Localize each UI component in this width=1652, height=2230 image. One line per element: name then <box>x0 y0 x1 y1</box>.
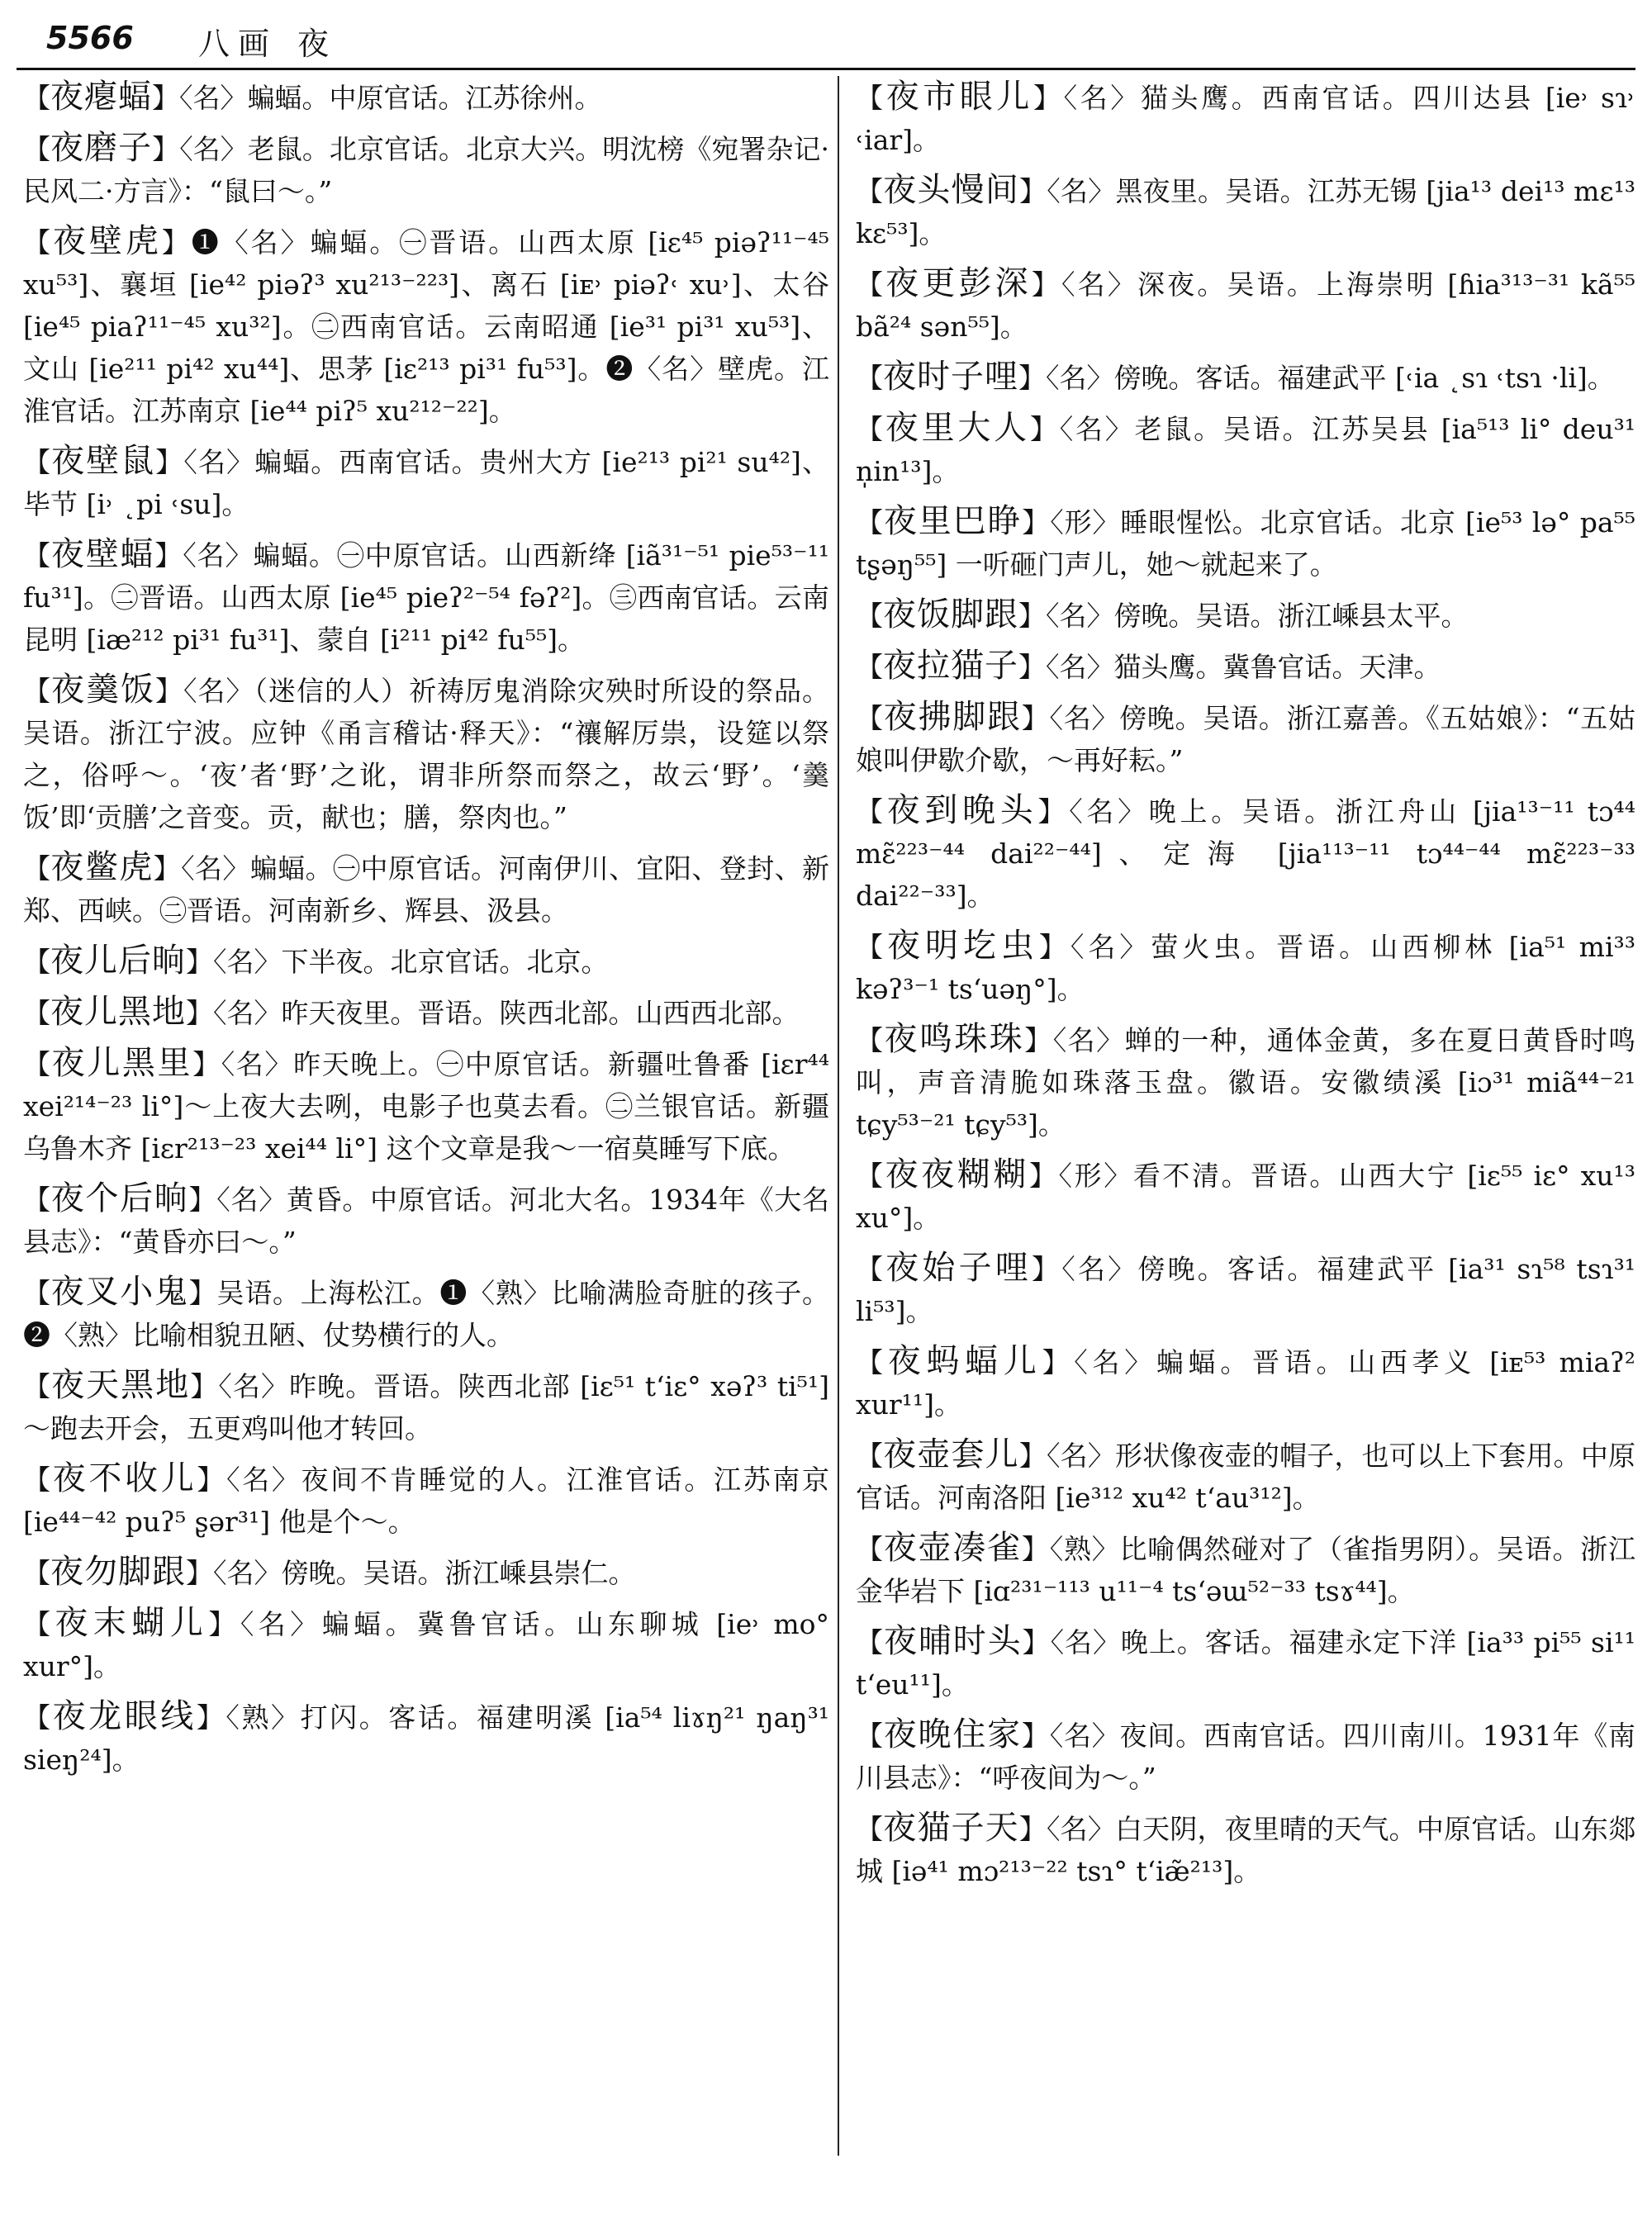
headword: 夜叉小鬼 <box>50 1273 189 1311</box>
entry-definition: 〈名〉傍晚。吴语。浙江嵊县崇仁。 <box>213 1557 636 1589</box>
headword-close-bracket: 】 <box>196 1701 226 1734</box>
dictionary-entry <box>856 1247 1635 1332</box>
dictionary-entry <box>23 221 829 432</box>
headword-open-bracket: 【 <box>856 1346 888 1378</box>
headword-open-bracket: 【 <box>856 1024 885 1056</box>
headword: 夜个后晌 <box>50 1179 189 1217</box>
headword-open-bracket: 【 <box>856 413 885 445</box>
headword-open-bracket: 【 <box>23 1277 51 1309</box>
headword-open-bracket: 【 <box>856 931 887 963</box>
dictionary-entry <box>23 847 829 932</box>
headword-close-bracket: 】 <box>1032 1253 1062 1285</box>
headword: 夜拂脚跟 <box>883 698 1022 736</box>
entry-definition: 〈名〉夜间。西南官话。四川南川。1931年《南川县志》：“呼夜间为～。” <box>856 1720 1635 1794</box>
entry-definition: 〈名〉蝙蝠。㊀中原官话。山西新绛 [iã³¹⁻⁵¹ pie⁵³⁻¹¹ fu³¹]。㊁晋语。山西太原 [ie⁴⁵ pieʔ²⁻⁵⁴ fəʔ²]。㊂西南官话。云南昆明 [iæ²¹² pi³¹ fu³¹]、蒙自 [i²¹¹ pi⁴² fu⁵⁵]。 <box>23 539 829 656</box>
headword-open-bracket: 【 <box>23 446 52 478</box>
headword-close-bracket: 】 <box>1029 413 1060 445</box>
headword: 夜儿黑里 <box>51 1044 193 1082</box>
headword-open-bracket: 【 <box>856 795 887 828</box>
headword: 夜拉猫子 <box>883 647 1018 685</box>
headword: 夜鳖虎 <box>50 848 154 886</box>
headword-open-bracket: 【 <box>856 175 884 207</box>
headword: 夜儿后晌 <box>50 942 186 980</box>
headword-open-bracket: 【 <box>856 268 886 301</box>
page-number: 5566 <box>46 20 134 56</box>
headword: 夜壶套儿 <box>883 1435 1019 1473</box>
entry-definition: 〈名〉昨晚。晋语。陕西北部 [iɛ⁵¹ t‘iɛ° xəʔ³ ti⁵¹]～跑去开会，五更鸡叫他才转回。 <box>23 1370 829 1445</box>
entry-definition: 〈名〉蝙蝠。晋语。山西孝义 [iᴇ⁵³ miaʔ² xur¹¹]。 <box>856 1346 1635 1421</box>
headword-close-bracket: 】 <box>1037 795 1070 828</box>
headword-open-bracket: 【 <box>23 852 51 885</box>
headword-open-bracket: 【 <box>856 1533 884 1565</box>
headword-close-bracket: 】 <box>188 1184 217 1216</box>
headword-close-bracket: 】 <box>197 1464 227 1496</box>
entry-definition: 〈名〉晚上。客话。福建永定下洋 [ia³³ pi⁵⁵ si¹¹ t‘eu¹¹]。 <box>856 1626 1635 1701</box>
dictionary-entry <box>23 440 829 525</box>
headword-open-bracket: 【 <box>23 82 50 114</box>
headword-close-bracket: 】 <box>1031 268 1062 301</box>
headword-open-bracket: 【 <box>23 946 50 978</box>
dictionary-entry <box>23 127 829 212</box>
dictionary-entry <box>856 263 1635 348</box>
headword-close-bracket: 】 <box>186 1557 213 1589</box>
headword-close-bracket: 】 <box>1019 175 1047 207</box>
headword-close-bracket: 】 <box>1028 1160 1059 1192</box>
dictionary-entry <box>23 940 829 983</box>
dictionary-entry <box>23 1458 829 1543</box>
entry-definition: 〈熟〉比喻偶然碰对了（雀指男阴）。吴语。浙江金华岩下 [iɑ²³¹⁻¹¹³ u¹¹⁻⁴ ts‘əɯ⁵²⁻³³ tsɤ⁴⁴]。 <box>856 1533 1635 1607</box>
headword-close-bracket: 】 <box>155 675 183 707</box>
column-divider <box>838 76 839 2156</box>
headword-close-bracket: 】 <box>192 1048 221 1080</box>
headword-open-bracket: 【 <box>23 226 53 259</box>
entry-definition: 〈名〉黑夜里。吴语。江苏无锡 [jia¹³ dei¹³ mɛ¹³ kɛ⁵³]。 <box>856 175 1635 249</box>
headword-open-bracket: 【 <box>856 1813 884 1845</box>
headword: 夜猫子天 <box>883 1809 1019 1847</box>
headword: 夜时子哩 <box>883 358 1018 396</box>
headword-close-bracket: 】 <box>1018 362 1046 394</box>
entry-definition: 〈形〉睡眼惺忪。北京官话。北京 [ie⁵³ lə° pa⁵⁵ tʂəŋ⁵⁵] 一听砸门声儿，她～就起来了。 <box>856 506 1635 581</box>
headword: 夜晡时头 <box>883 1622 1023 1660</box>
entry-definition: 〈名〉猫头鹰。冀鲁官话。天津。 <box>1046 651 1441 683</box>
entry-definition: 〈名〉萤火虫。晋语。山西柳林 [ia⁵¹ mi³³ kəʔ³⁻¹ ts‘uəŋ°]。 <box>856 931 1635 1005</box>
headword: 夜里大人 <box>885 409 1030 447</box>
headword-close-bracket: 】 <box>1021 1720 1050 1752</box>
headword: 夜瘪蝠 <box>50 78 152 116</box>
headword: 夜饭脚跟 <box>883 595 1018 633</box>
section-title: 八画 <box>198 26 278 62</box>
headword-close-bracket: 】 <box>186 946 213 978</box>
headword: 夜晚住家 <box>883 1715 1022 1753</box>
headword-open-bracket: 【 <box>856 1160 885 1192</box>
headword-open-bracket: 【 <box>856 600 883 632</box>
entry-definition: 〈名〉夜间不肯睡觉的人。江淮官话。江苏南京 [ie⁴⁴⁻⁴² puʔ⁵ ʂər³¹] 他是个～。 <box>23 1464 829 1538</box>
headword-open-bracket: 【 <box>23 1701 53 1734</box>
entry-definition: 〈名〉白天阴，夜里晴的天气。中原官话。山东郯城 [iə⁴¹ mɔ²¹³⁻²² tsɿ° t‘iæ̃²¹³]。 <box>856 1813 1635 1887</box>
headword-open-bracket: 【 <box>856 1720 884 1752</box>
headword-close-bracket: 】 <box>152 133 180 165</box>
headword: 夜里巴睁 <box>883 502 1023 540</box>
headword-open-bracket: 【 <box>23 1048 52 1080</box>
head-character: 夜 <box>297 26 330 62</box>
headword-open-bracket: 【 <box>23 1184 51 1216</box>
headword-close-bracket: 】 <box>1022 506 1051 539</box>
headword: 夜市眼儿 <box>885 78 1034 116</box>
headword-close-bracket: 】 <box>1021 702 1050 734</box>
dictionary-entry <box>856 645 1635 688</box>
headword: 夜壶凑雀 <box>883 1529 1022 1567</box>
headword: 夜更彭深 <box>885 264 1032 302</box>
headword: 夜壁鼠 <box>51 442 156 480</box>
dictionary-entry <box>23 1271 829 1356</box>
headword: 夜夜糊糊 <box>885 1155 1029 1193</box>
headword: 夜羹饭 <box>51 671 155 709</box>
headword-open-bracket: 【 <box>23 1464 53 1496</box>
entry-definition: 〈名〉老鼠。北京官话。北京大兴。明沈榜《宛署杂记·民风二·方言》：“鼠曰～。” <box>23 133 829 207</box>
headword-open-bracket: 【 <box>856 362 883 394</box>
entry-definition: 〈形〉看不清。晋语。山西大宁 [iɛ⁵⁵ iɛ° xu¹³ xu°]。 <box>856 1160 1635 1234</box>
entry-definition: 〈名〉老鼠。吴语。江苏吴县 [ia⁵¹³ li° deu³¹ n̩in¹³]。 <box>856 413 1635 487</box>
entry-definition: ❶〈名〉蝙蝠。㊀晋语。山西太原 [iɛ⁴⁵ piəʔ¹¹⁻⁴⁵ xu⁵³]、襄垣 [ie⁴² piəʔ³ xu²¹³⁻²²³]、离石 [iᴇ˒ piəʔ˓ xu˒]、太谷 [ie⁴⁵ piaʔ¹¹⁻⁴⁵ xu³²]。㊁西南官话。云南昭通 [ie³¹ pi³¹ xu⁵³]、文山 [ie²¹¹ pi⁴² xu⁴⁴]、思茅 [iɛ²¹³ pi³¹ fu⁵³]。❷〈名〉壁虎。江淮官话。江苏南京 [ie⁴⁴ piʔ⁵ xu²¹²⁻²²]。 <box>23 226 829 427</box>
dictionary-entry <box>23 1178 829 1263</box>
dictionary-entry <box>23 991 829 1034</box>
headword-close-bracket: 】 <box>152 82 179 114</box>
headword-open-bracket: 【 <box>856 1626 884 1658</box>
headword-open-bracket: 【 <box>856 1440 884 1472</box>
entry-definition: 〈名〉傍晚。吴语。浙江嘉善。《五姑娘》：“五姑娘叫伊歇介歇，～再好耘。” <box>856 702 1635 776</box>
headword: 夜明圪虫 <box>886 927 1039 965</box>
headword-open-bracket: 【 <box>23 675 51 707</box>
entry-definition: 〈名〉黄昏。中原官话。河北大名。1934年《大名县志》：“黄昏亦曰～。” <box>23 1184 829 1258</box>
entry-definition: 〈名〉下半夜。北京官话。北京。 <box>213 946 609 978</box>
left-column <box>23 76 829 2213</box>
dictionary-entry <box>856 1807 1635 1892</box>
headword-open-bracket: 【 <box>23 1608 55 1640</box>
entry-definition: 〈名〉傍晚。吴语。浙江嵊县太平。 <box>1046 600 1469 632</box>
headword: 夜龙眼线 <box>52 1697 197 1735</box>
headword-close-bracket: 】 <box>1024 1024 1053 1056</box>
headword: 夜末蝴儿 <box>55 1604 209 1642</box>
entry-definition: 〈名〉猫头鹰。西南官话。四川达县 [ie˒ sɿ˒ ˓iar]。 <box>856 82 1635 156</box>
headword: 夜壁虎 <box>52 222 162 260</box>
page-header <box>17 18 1635 70</box>
entry-definition: 吴语。上海松江。❶〈熟〉比喻满脸奇脏的孩子。❷〈熟〉比喻相貌丑陋、仗势横行的人。 <box>23 1277 829 1351</box>
headword-close-bracket: 】 <box>1018 1440 1047 1472</box>
headword: 夜天黑地 <box>51 1366 191 1404</box>
entry-definition: 〈名〉蝙蝠。中原官话。江苏徐州。 <box>179 82 602 114</box>
headword-close-bracket: 】 <box>1022 1626 1051 1658</box>
dictionary-entry <box>23 1551 829 1594</box>
entry-definition: 〈名〉（迷信的人）祈祷厉鬼消除灾殃时所设的祭品。吴语。浙江宁波。应钟《甬言稽诂·释天》：“禳解厉祟，设筵以祭之，俗呼～。‘夜’者‘野’之讹，谓非所祭而祭之，故云‘野’。‘羹饭’即‘贡膳’之音变。贡，献也；膳，祭肉也。” <box>23 675 829 833</box>
dictionary-entry <box>856 594 1635 637</box>
headword-open-bracket: 【 <box>856 702 884 734</box>
headword-close-bracket: 】 <box>1021 1533 1050 1565</box>
entry-definition: 〈名〉晚上。吴语。浙江舟山 [jia¹³⁻¹¹ tɔ⁴⁴ mɛ̃²²³⁻⁴⁴ dai²²⁻⁴⁴]、定海 [jia¹¹³⁻¹¹ tɔ⁴⁴⁻⁴⁴ mɛ̃²²³⁻³³ dai²²⁻³³]。 <box>856 795 1635 912</box>
headword: 夜儿黑地 <box>50 993 186 1031</box>
dictionary-entry <box>856 356 1635 399</box>
headword: 夜磨子 <box>50 129 153 167</box>
dictionary-entry <box>23 534 829 661</box>
entry-definition: 〈名〉蝉的一种，通体金黄，多在夏日黄昏时鸣叫，声音清脆如珠落玉盘。徽语。安徽绩溪 [iɔ³¹ miã⁴⁴⁻²¹ tɕy⁵³⁻²¹ tɕy⁵³]。 <box>856 1024 1635 1141</box>
headword-open-bracket: 【 <box>23 1370 52 1402</box>
headword: 夜到晚头 <box>886 791 1038 829</box>
entry-definition: 〈名〉傍晚。客话。福建武平 [ia³¹ sɿ⁵⁸ tsɿ³¹ li⁵³]。 <box>856 1253 1635 1327</box>
dictionary-entry <box>856 1434 1635 1519</box>
entry-definition: 〈名〉深夜。吴语。上海崇明 [ɦia³¹³⁻³¹ kã⁵⁵ bã²⁴ sən⁵⁵]。 <box>856 268 1635 343</box>
headword-close-bracket: 】 <box>1033 82 1064 114</box>
right-column <box>856 76 1635 2213</box>
dictionary-entry <box>23 1602 829 1687</box>
headword-open-bracket: 【 <box>23 1557 50 1589</box>
dictionary-entry <box>856 1714 1635 1799</box>
headword: 夜始子哩 <box>885 1249 1032 1287</box>
headword-close-bracket: 】 <box>155 446 184 478</box>
entry-definition: 〈名〉昨天夜里。晋语。陕西北部。山西西北部。 <box>213 997 800 1029</box>
dictionary-entry <box>23 76 829 119</box>
dictionary-entry <box>23 1696 829 1781</box>
headword-close-bracket: 】 <box>153 852 182 885</box>
dictionary-entry <box>856 696 1635 781</box>
dictionary-entry <box>856 790 1635 917</box>
headword-open-bracket: 【 <box>856 506 884 539</box>
dictionary-entry <box>23 1364 829 1450</box>
dictionary-entry <box>23 669 829 838</box>
entry-definition: 〈熟〉打闪。客话。福建明溪 [ia⁵⁴ liɤŋ²¹ ŋaŋ³¹ sieŋ²⁴]。 <box>23 1701 829 1776</box>
headword-close-bracket: 】 <box>1038 931 1070 963</box>
headword-open-bracket: 【 <box>856 1253 886 1285</box>
entry-definition: 〈名〉蝙蝠。西南官话。贵州大方 [ie²¹³ pi²¹ su⁴²]、毕节 [i˒ ˛pi ˓su]。 <box>23 446 829 520</box>
headword-close-bracket: 】 <box>161 226 192 259</box>
headword: 夜蚂蝠儿 <box>887 1342 1042 1380</box>
dictionary-entry <box>856 1018 1635 1146</box>
entry-definition: 〈名〉蝙蝠。冀鲁官话。山东聊城 [ie˒ mo° xur°]。 <box>23 1608 829 1682</box>
headword-open-bracket: 【 <box>23 539 51 572</box>
headword: 夜勿脚跟 <box>50 1553 186 1591</box>
entry-definition: 〈名〉傍晚。客话。福建武平 [˓ia ˛sɿ ˓tsɿ ·li]。 <box>1046 362 1615 394</box>
headword-close-bracket: 】 <box>188 1277 217 1309</box>
headword: 夜壁蝠 <box>50 535 155 573</box>
entry-definition: 〈名〉昨天晚上。㊀中原官话。新疆吐鲁番 [iɛr⁴⁴ xei²¹⁴⁻²³ li°]～上夜大去咧，电影子也莫去看。㊁兰银官话。新疆乌鲁木齐 [iɛr²¹³⁻²³ xei⁴⁴ li°] 这个文章是我～一宿莫睡写下底。 <box>23 1048 829 1165</box>
headword-close-bracket: 】 <box>1018 651 1046 683</box>
headword: 夜鸣珠珠 <box>884 1020 1025 1058</box>
headword: 夜不收儿 <box>52 1459 197 1497</box>
headword-open-bracket: 【 <box>856 82 886 114</box>
dictionary-entry <box>856 1527 1635 1612</box>
dictionary-entry <box>23 1042 829 1170</box>
headword-open-bracket: 【 <box>23 997 50 1029</box>
dictionary-entry <box>856 1620 1635 1706</box>
dictionary-entry <box>856 1340 1635 1426</box>
headword-close-bracket: 】 <box>1018 1813 1047 1845</box>
dictionary-entry <box>856 501 1635 586</box>
dictionary-entry <box>856 407 1635 492</box>
headword-close-bracket: 】 <box>1018 600 1046 632</box>
dictionary-entry <box>856 76 1635 161</box>
headword-close-bracket: 】 <box>154 539 183 572</box>
entry-definition: 〈名〉形状像夜壶的帽子，也可以上下套用。中原官话。河南洛阳 [ie³¹² xu⁴² t‘au³¹²]。 <box>856 1440 1635 1514</box>
headword-open-bracket: 【 <box>856 651 883 683</box>
dictionary-entry <box>856 925 1635 1010</box>
headword-close-bracket: 】 <box>1042 1346 1075 1378</box>
headword-open-bracket: 【 <box>23 133 51 165</box>
dictionary-entry <box>856 169 1635 254</box>
headword: 夜头慢间 <box>883 171 1020 209</box>
dictionary-entry <box>856 1154 1635 1239</box>
headword-close-bracket: 】 <box>186 997 213 1029</box>
headword-close-bracket: 】 <box>208 1608 240 1640</box>
entry-definition: 〈名〉蝙蝠。㊀中原官话。河南伊川、宜阳、登封、新郑、西峡。㊁晋语。河南新乡、辉县、汲县。 <box>23 852 829 927</box>
headword-close-bracket: 】 <box>190 1370 219 1402</box>
